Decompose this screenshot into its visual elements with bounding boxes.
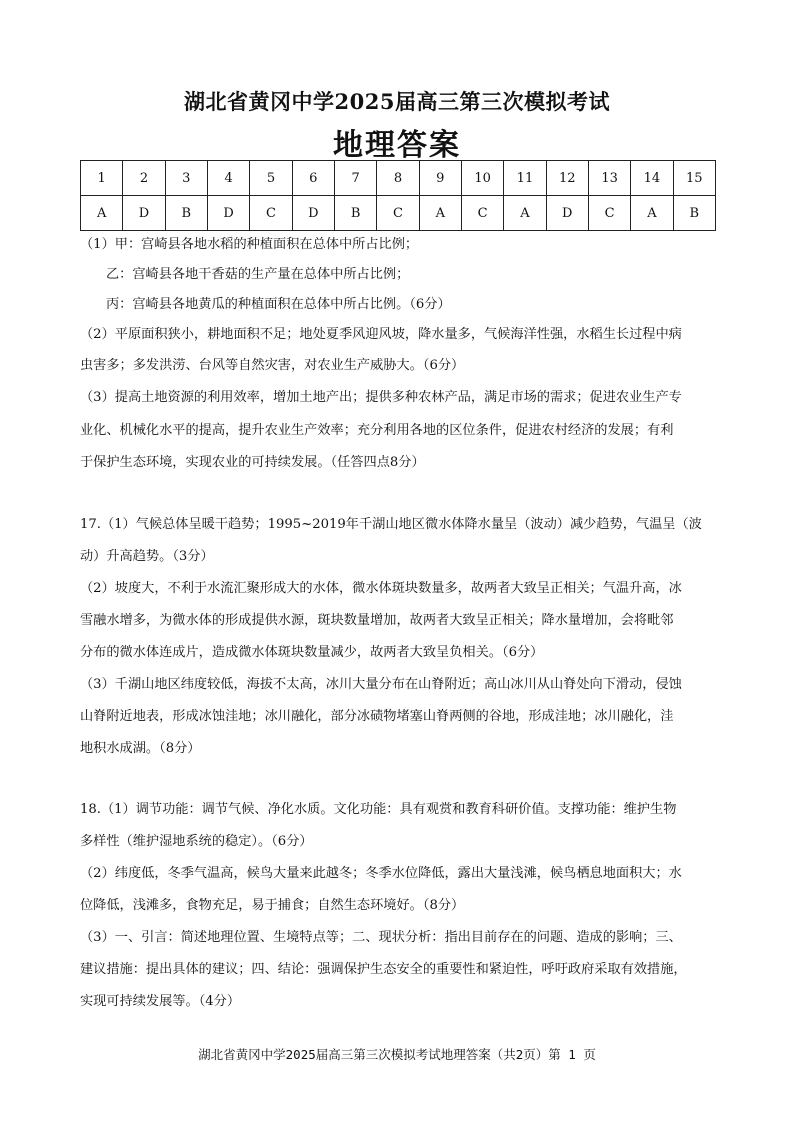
q16-part1-line: 乙：宫崎县各地干香菇的生产量在总体中所占比例； <box>106 267 410 282</box>
page-title: 地理答案 <box>333 128 461 163</box>
question-number: 10 <box>461 161 503 196</box>
q18-part2-line: 位降低，浅滩多，食物充足，易于捕食；自然生态环境好。（8分） <box>80 898 465 913</box>
answer-cell: B <box>334 196 376 231</box>
answer-row <box>81 196 716 231</box>
q16-part1-line: （1）甲：宫崎县各地水稻的种植面积在总体中所占比例； <box>80 237 419 252</box>
question-number: 8 <box>377 161 419 196</box>
page-footer: 湖北省黄冈中学2025届高三第三次模拟考试地理答案（共2页）第 1 页 <box>198 1047 596 1062</box>
question-number: 14 <box>631 161 673 196</box>
answer-cell: C <box>588 196 630 231</box>
q18-part1-line: 18.（1）调节功能：调节气候、净化水质。文化功能：具有观赏和教育科研价值。支撑功能：维护生物 <box>80 802 677 817</box>
q18-part3-line: 建议措施：提出具体的建议；四、结论：强调保护生态安全的重要性和紧迫性，呼吁政府采取有效措施， <box>80 962 687 977</box>
answer-cell: D <box>207 196 249 231</box>
q17-part2-line: 分布的微水体连成片，造成微水体斑块数量减少，故两者大致呈负相关。（6分） <box>80 645 544 660</box>
q16-part1-line: 丙：宫崎县各地黄瓜的种植面积在总体中所占比例。（6分） <box>106 297 451 312</box>
q18-part1-line: 多样性（维护湿地系统的稳定）。（6分） <box>80 834 313 849</box>
answer-cell: B <box>165 196 207 231</box>
answer-cell: B <box>673 196 715 231</box>
q16-part3-line: 于保护生态环境，实现农业的可持续发展。（任答四点8分） <box>80 455 425 470</box>
q16-part2-line: 虫害多；多发洪涝、台风等自然灾害，对农业生产威胁大。（6分） <box>80 358 465 373</box>
question-number: 13 <box>588 161 630 196</box>
q17-part1-line: 17.（1）气候总体呈暖干趋势；1995~2019年千湖山地区微水体降水量呈（波动）减少趋势，气温呈（波 <box>80 517 702 532</box>
q17-part3-line: 地积水成湖。（8分） <box>80 741 201 756</box>
q17-part3-line: 山脊附近地表，形成冰蚀洼地；冰川融化，部分冰碛物堵塞山脊两侧的谷地，形成洼地；冰川融化，洼 <box>80 709 674 724</box>
q18-part2-line: （2）纬度低，冬季气温高，候鸟大量来此越冬；冬季水位降低，露出大量浅滩，候鸟栖息地面积大；水 <box>80 866 682 881</box>
q18-part3-line: （3）一、引言：简述地理位置、生境特点等；二、现状分析：指出目前存在的问题、造成的影响；三、 <box>80 930 682 945</box>
answer-key-table <box>80 160 716 231</box>
answer-cell: D <box>292 196 334 231</box>
question-number: 12 <box>546 161 588 196</box>
answer-cell: A <box>504 196 546 231</box>
question-number: 6 <box>292 161 334 196</box>
answer-cell: C <box>250 196 292 231</box>
question-number: 9 <box>419 161 461 196</box>
answer-cell: D <box>123 196 165 231</box>
q16-part2-line: （2）平原面积狭小，耕地面积不足；地处夏季风迎风坡，降水量多，气候海洋性强，水稻生长过程中病 <box>80 327 682 342</box>
answer-cell: A <box>81 196 123 231</box>
q17-part3-line: （3）千湖山地区纬度较低，海拔不太高，冰川大量分布在山脊附近；高山冰川从山脊处向下滑动，侵蚀 <box>80 677 682 692</box>
question-number: 5 <box>250 161 292 196</box>
exam-title: 湖北省黄冈中学2025届高三第三次模拟考试 <box>184 89 610 114</box>
q17-part1-line: 动）升高趋势。（3分） <box>80 549 214 564</box>
answer-cell: C <box>461 196 503 231</box>
q17-part2-line: （2）坡度大，不利于水流汇聚形成大的水体，微水体斑块数量多，故两者大致呈正相关；气温升高，冰 <box>80 581 682 596</box>
question-number: 2 <box>123 161 165 196</box>
question-number: 1 <box>81 161 123 196</box>
question-number: 3 <box>165 161 207 196</box>
q16-part3-line: 业化、机械化水平的提高，提升农业生产效率；充分利用各地的区位条件，促进农村经济的发展；有利 <box>80 423 674 438</box>
answer-cell: D <box>546 196 588 231</box>
answer-cell: A <box>631 196 673 231</box>
answer-cell: A <box>419 196 461 231</box>
question-number: 7 <box>334 161 376 196</box>
question-number: 11 <box>504 161 546 196</box>
question-number: 15 <box>673 161 715 196</box>
answer-cell: C <box>377 196 419 231</box>
q18-part3-line: 实现可持续发展等。（4分） <box>80 994 241 1009</box>
question-number: 4 <box>207 161 249 196</box>
q16-part3-line: （3）提高土地资源的利用效率，增加土地产出；提供多种农林产品，满足市场的需求；促进农业生产专 <box>80 390 682 405</box>
question-number-row <box>81 161 716 196</box>
q17-part2-line: 雪融水增多，为微水体的形成提供水源，斑块数量增加，故两者大致呈正相关；降水量增加，会将毗邻 <box>80 613 674 628</box>
